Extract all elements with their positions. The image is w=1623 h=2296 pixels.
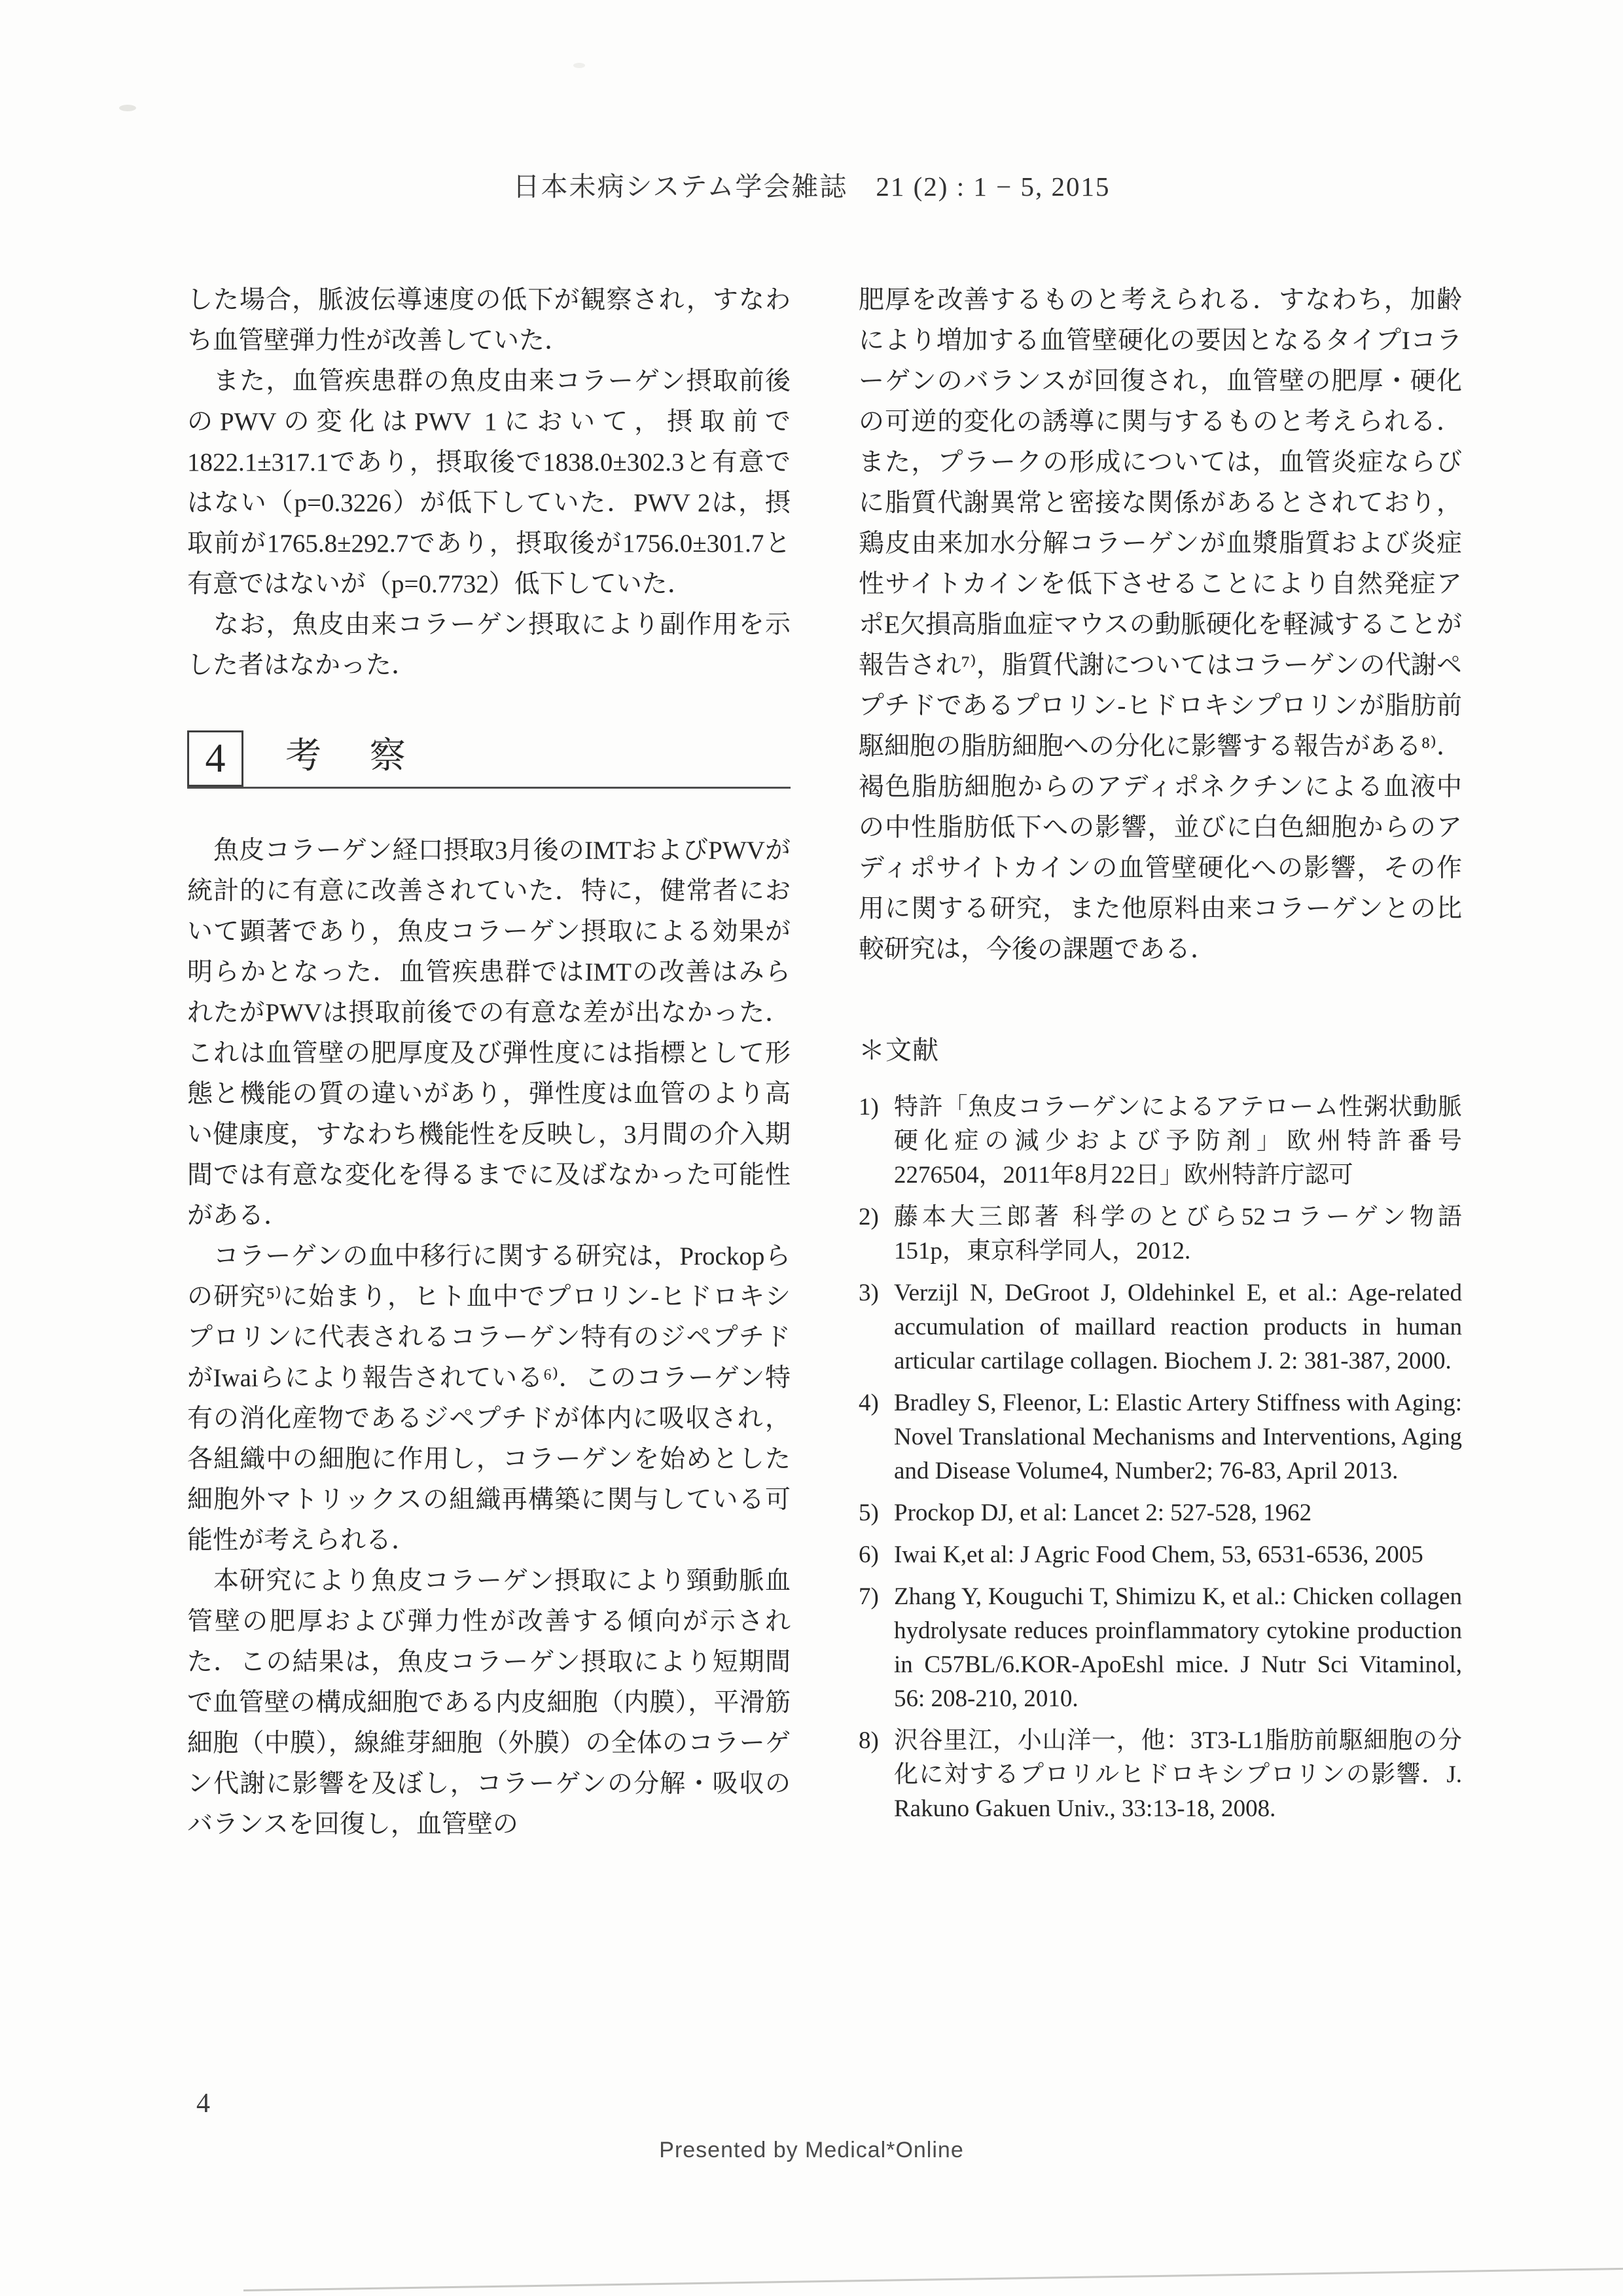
reference-item	[859, 1386, 1462, 1488]
body-paragraph: 肥厚を改善するものと考えられる．すなわち，加齢により増加する血管壁硬化の要因となるタイプIコラーゲンのバランスが回復され，血管壁の肥厚・硬化の可逆的変化の誘導に関与するものと考えられる．また，プラークの形成については，血管炎症ならびに脂質代謝異常と密接な関係があるとされており，鶏皮由来加水分解コラーゲンが血漿脂質および炎症性サイトカインを低下させることにより自然発症アポE欠損高脂血症マウスの動脈硬化を軽減することが報告され⁷⁾，脂質代謝についてはコラーゲンの代謝ペプチドであるプロリン-ヒドロキシプロリンが脂肪前駆細胞の脂肪細胞への分化に影響する報告がある⁸⁾．褐色脂肪細胞からのアディポネクチンによる血液中の中性脂肪低下への影響，並びに白色細胞からのアディポサイトカインの血管壁硬化への影響，その作用に関する研究，また他原料由来コラーゲンとの比較研究は，今後の課題である．	[859, 286, 1463, 963]
section-title: 考 察	[285, 735, 425, 776]
reference-text: Iwai K,et al: J Agric Food Chem, 53, 6531-6536, 2005	[894, 1541, 1423, 1568]
reference-number: 1)	[859, 1094, 879, 1121]
scan-speck	[119, 105, 136, 111]
reference-text: Verzijl N, DeGroot J, Oldehinkel E, et al.: Age-related accumulation of maillard reaction products in human articular cartilage collagen. Biochem J. 2: 381-387, 2000.	[894, 1280, 1462, 1374]
left-column	[187, 280, 791, 1845]
right-column	[859, 280, 1462, 1834]
body-paragraph: 本研究により魚皮コラーゲン摂取により頸動脈血管壁の肥厚および弾力性が改善する傾向が示された．この結果は，魚皮コラーゲン摂取により短期間で血管壁の構成細胞である内皮細胞（内膜），平滑筋細胞（中膜），線維芽細胞（外膜）の全体のコラーゲン代謝に影響を及ぼし，コラーゲンの分解・吸収のバランスを回復し，血管壁の	[187, 1567, 791, 1839]
reference-item	[859, 1580, 1462, 1716]
scan-edge-line	[243, 2268, 1623, 2291]
reference-item	[859, 1090, 1462, 1193]
journal-header: 日本未病システム学会雑誌 21 (2) : 1 − 5, 2015	[512, 171, 1111, 202]
footer-provider: Presented by Medical*Online	[659, 2138, 964, 2162]
reference-number: 7)	[859, 1583, 879, 1610]
reference-item	[859, 1496, 1462, 1530]
reference-number: 3)	[859, 1280, 879, 1306]
section-number-box	[187, 730, 243, 787]
body-paragraph: なお，魚皮由来コラーゲン摂取により副作用を示した者はなかった．	[187, 611, 791, 679]
section-number: 4	[205, 736, 226, 781]
body-paragraph: また，血管疾患群の魚皮由来コラーゲン摂取前後のPWVの変化はPWV 1において，摂取前で1822.1±317.1であり，摂取後で1838.0±302.3と有意ではない（p=0.3226）が低下していた．PWV 2は，摂取前が1765.8±292.7であり，摂取後が1756.0±301.7と有意ではないが（p=0.7732）低下していた．	[187, 367, 791, 598]
reference-number: 2)	[859, 1204, 879, 1230]
reference-item	[859, 1200, 1462, 1268]
section-heading	[187, 724, 791, 789]
reference-number: 4)	[859, 1390, 879, 1416]
body-paragraph: した場合，脈波伝導速度の低下が観察され，すなわち血管壁弾力性が改善していた．	[187, 286, 791, 355]
reference-text: Bradley S, Fleenor, L: Elastic Artery Stiffness with Aging: Novel Translational Mechanisms and Interventions, Aging and Disease Volume4, Number2; 76-83, April 2013.	[894, 1390, 1462, 1484]
page-number: 4	[196, 2089, 210, 2119]
reference-number: 8)	[859, 1727, 879, 1754]
reference-number: 5)	[859, 1499, 879, 1526]
reference-text: 藤本大三郎著 科学のとびら52コラーゲン物語 151p，東京科学同人，2012.	[894, 1204, 1462, 1265]
references-heading: ＊文献	[859, 1035, 939, 1065]
reference-text: Zhang Y, Kouguchi T, Shimizu K, et al.: Chicken collagen hydrolysate reduces proinflammatory cytokine production in C57BL/6.KOR-ApoEshl mice. J Nutr Sci Vitaminol, 56: 208-210, 2010.	[894, 1583, 1462, 1712]
reference-list	[859, 1090, 1462, 1826]
reference-item	[859, 1538, 1462, 1572]
reference-item	[859, 1276, 1462, 1378]
scan-speck	[573, 63, 585, 68]
reference-number: 6)	[859, 1541, 879, 1568]
reference-text: 沢谷里江，小山洋一，他：3T3-L1脂肪前駆細胞の分化に対するプロリルヒドロキシプロリンの影響．J. Rakuno Gakuen Univ., 33:13-18, 2008.	[894, 1727, 1462, 1822]
reference-item	[859, 1724, 1462, 1826]
reference-text: 特許「魚皮コラーゲンによるアテローム性粥状動脈硬化症の減少および予防剤」欧州特許番号2276504，2011年8月22日」欧州特許庁認可	[894, 1094, 1462, 1189]
body-paragraph: 魚皮コラーゲン経口摂取3月後のIMTおよびPWVが統計的に有意に改善されていた．特に，健常者において顕著であり，魚皮コラーゲン摂取による効果が明らかとなった．血管疾患群ではIMTの改善はみられたがPWVは摂取前後での有意な差が出なかった．これは血管壁の肥厚度及び弾性度には指標として形態と機能の質の違いがあり，弾性度は血管のより高い健康度，すなわち機能性を反映し，3月間の介入期間では有意な変化を得るまでに及ばなかった可能性がある．	[187, 836, 791, 1230]
body-paragraph: コラーゲンの血中移行に関する研究は，Prockopらの研究⁵⁾に始まり，ヒト血中でプロリン-ヒドロキシプロリンに代表されるコラーゲン特有のジペプチドがIwaiらにより報告されている⁶⁾．このコラーゲン特有の消化産物であるジペプチドが体内に吸収され，各組織中の細胞に作用し，コラーゲンを始めとした細胞外マトリックスの組織再構築に関与している可能性が考えられる．	[187, 1242, 791, 1554]
reference-text: Prockop DJ, et al: Lancet 2: 527-528, 1962	[894, 1499, 1312, 1526]
